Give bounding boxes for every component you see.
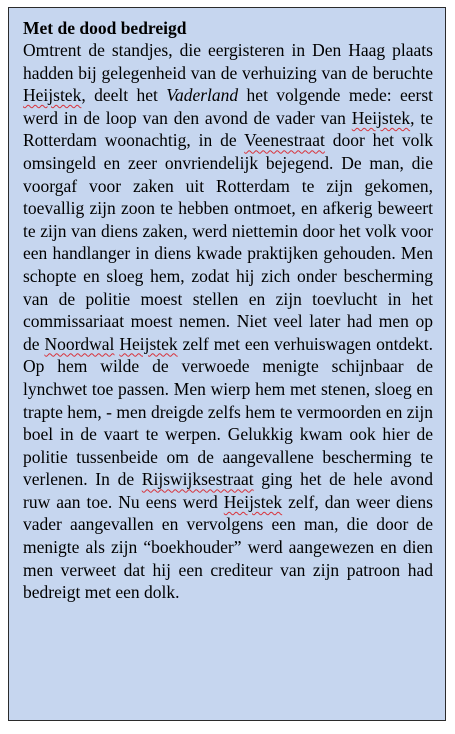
spellcheck-flagged-word: Noordwal	[44, 333, 115, 354]
text-run: , deelt het	[81, 85, 167, 106]
spellcheck-flagged-word: Veenestraat	[244, 130, 325, 151]
text-run: ging het de hele avond ruw aan toe. Nu eens werd	[23, 469, 433, 512]
text-run: het volgende mede: eerst werd in de loop van den avond de vader van	[23, 85, 433, 128]
italic-word: Vaderland	[166, 85, 239, 106]
text-run: zelf, dan weer diens vader aangevallen en vervolgens een man, die door de menigte als zijn “boekhouder” werd aangewezen en dien men verweet dat hij een crediteur van zijn patroon had bedreigt met een dolk.	[23, 491, 433, 603]
spellcheck-flagged-word: Heijstek	[351, 107, 411, 128]
article-title: Met de dood bedreigd	[23, 18, 187, 38]
text-run: , te Rotterdam woonachtig, in de	[23, 107, 433, 151]
article-body	[23, 39, 433, 604]
text-run: Omtrent de standjes, die eergisteren in Den Haag plaats hadden bij gelegenheid van de verhuizing van de beruchte	[23, 40, 433, 83]
spellcheck-flagged-word: Rijswijksestraat	[141, 469, 254, 490]
text-run: door het volk omsingeld en zeer onvriendelijk bejegend. De man, die voorgaf voor zaken uit Rotterdam te zijn gekomen, toevallig zijn zoon te hebben ontmoet, en afkerig beweert te zijn van diens zaken, werd niettemin door het volk voor een handlanger in diens kwade praktijken gehouden. Men schopte en sloeg hem, zodat hij zich onder bescherming van de politie moest stellen en zijn toevlucht in het commissariaat moest nemen. Niet veel later had men op de	[23, 130, 433, 354]
spellcheck-flagged-word: Heijstek	[23, 85, 82, 106]
article-box	[8, 7, 446, 721]
spellcheck-flagged-word: Heijstek	[223, 491, 283, 512]
text-run: zelf met een verhuiswagen ontdekt. Op hem wilde de verwoede menigte schijnbaar de lynchwet toe passen. Men wierp hem met stenen, sloeg en trapte hem, - men dreigde zelfs hem te vermoorden en zijn boel in de vaart te werpen. Gelukkig kwam ook hier de politie tussenbeide om de aangevallene bescherming te verlenen. In de	[23, 333, 433, 490]
spellcheck-flagged-word: Heijstek	[119, 333, 178, 354]
